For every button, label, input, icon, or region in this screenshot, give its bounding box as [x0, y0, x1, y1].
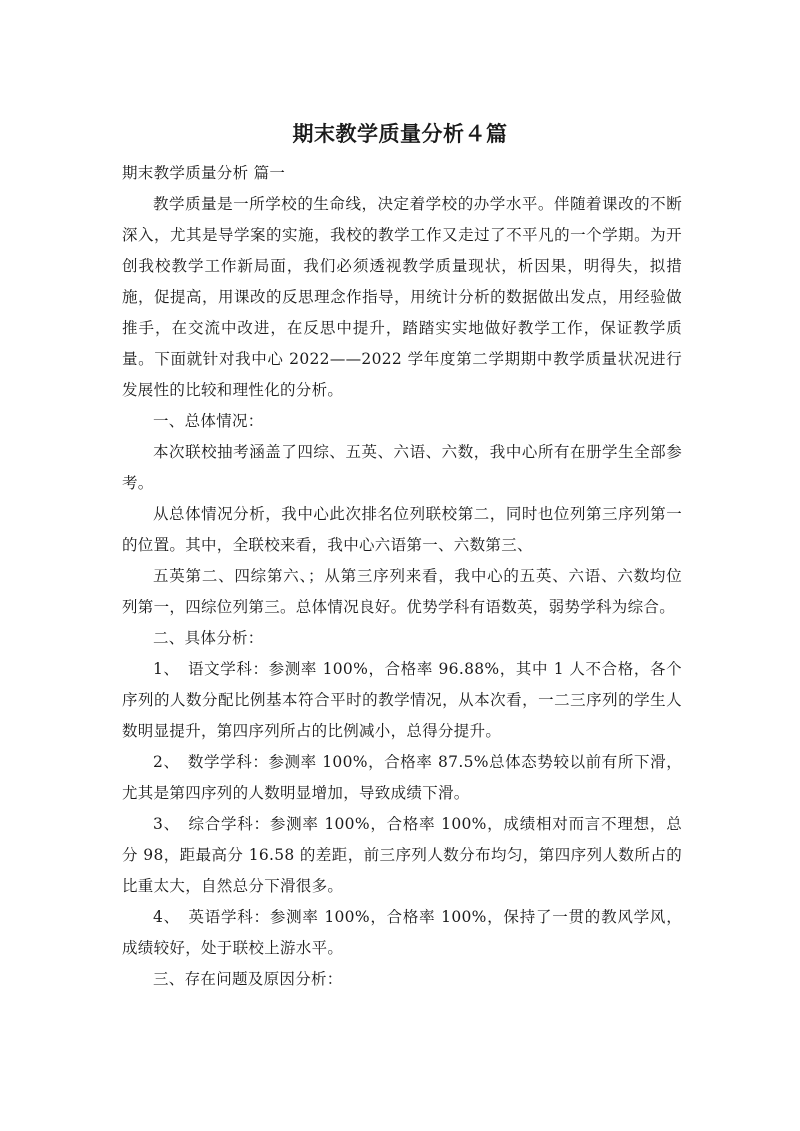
- paragraph-scope: 本次联校抽考涵盖了四综、五英、六语、六数，我中心所有在册学生全部参考。: [122, 443, 682, 492]
- intro-paragraph: 教学质量是一所学校的生命线，决定着学校的办学水平。伴随着课改的不断深入，尤其是导学案的实施，我校的教学工作又走过了不平凡的一个学期。为开创我校教学工作新局面，我们必须透视教学质量现状，析因果，明得失，拟措施，促提高，用课改的反思理念作指导，用统计分析的数据做出发点，用经验做推手，在交流中改进，在反思中提升，踏踏实实地做好教学工作，保证教学质量。下面就针对我中心 2022——2022 学年度第二学期期中教学质量状况进行发展性的比较和理性化的分析。: [122, 195, 682, 399]
- paragraph-ranking: 从总体情况分析，我中心此次排名位列联校第二，同时也位列第三序列第一的位置。其中，全联校来看，我中心六语第一、六数第三、: [122, 505, 682, 554]
- document-title: 期末教学质量分析４篇: [292, 122, 508, 146]
- paragraph-ranking-cont: 五英第二、四综第六、；从第三序列来看，我中心的五英、六语、六数均位列第一，四综位列第三。总体情况良好。优势学科有语数英，弱势学科为综合。: [122, 567, 682, 616]
- section-heading: 期末教学质量分析 篇一: [122, 164, 286, 182]
- item-english: 4、 英语学科：参测率 100%，合格率 100%，保持了一贯的教风学风，成绩较好，处于联校上游水平。: [122, 908, 682, 957]
- heading-problems: 三、存在问题及原因分析：: [153, 970, 343, 988]
- heading-specific: 二、具体分析：: [153, 629, 264, 647]
- item-chinese: 1、 语文学科：参测率 100%，合格率 96.88%，其中 1 人不合格，各个序列的人数分配比例基本符合平时的教学情况，从本次看，一二三序列的学生人数明显提升，第四序列所占的比例减小，总得分提升。: [122, 660, 682, 740]
- item-math: 2、 数学学科：参测率 100%，合格率 87.5%总体态势较以前有所下滑，尤其是第四序列的人数明显增加，导致成绩下滑。: [122, 753, 682, 802]
- document-body: [122, 158, 682, 995]
- heading-overall: 一、总体情况：: [153, 412, 264, 430]
- item-comprehensive: 3、 综合学科：参测率 100%，合格率 100%，成绩相对而言不理想，总分 98，距最高分 16.58 的差距，前三序列人数分布均匀，第四序列人数所占的比重太大，自然总分下滑很多。: [122, 815, 682, 895]
